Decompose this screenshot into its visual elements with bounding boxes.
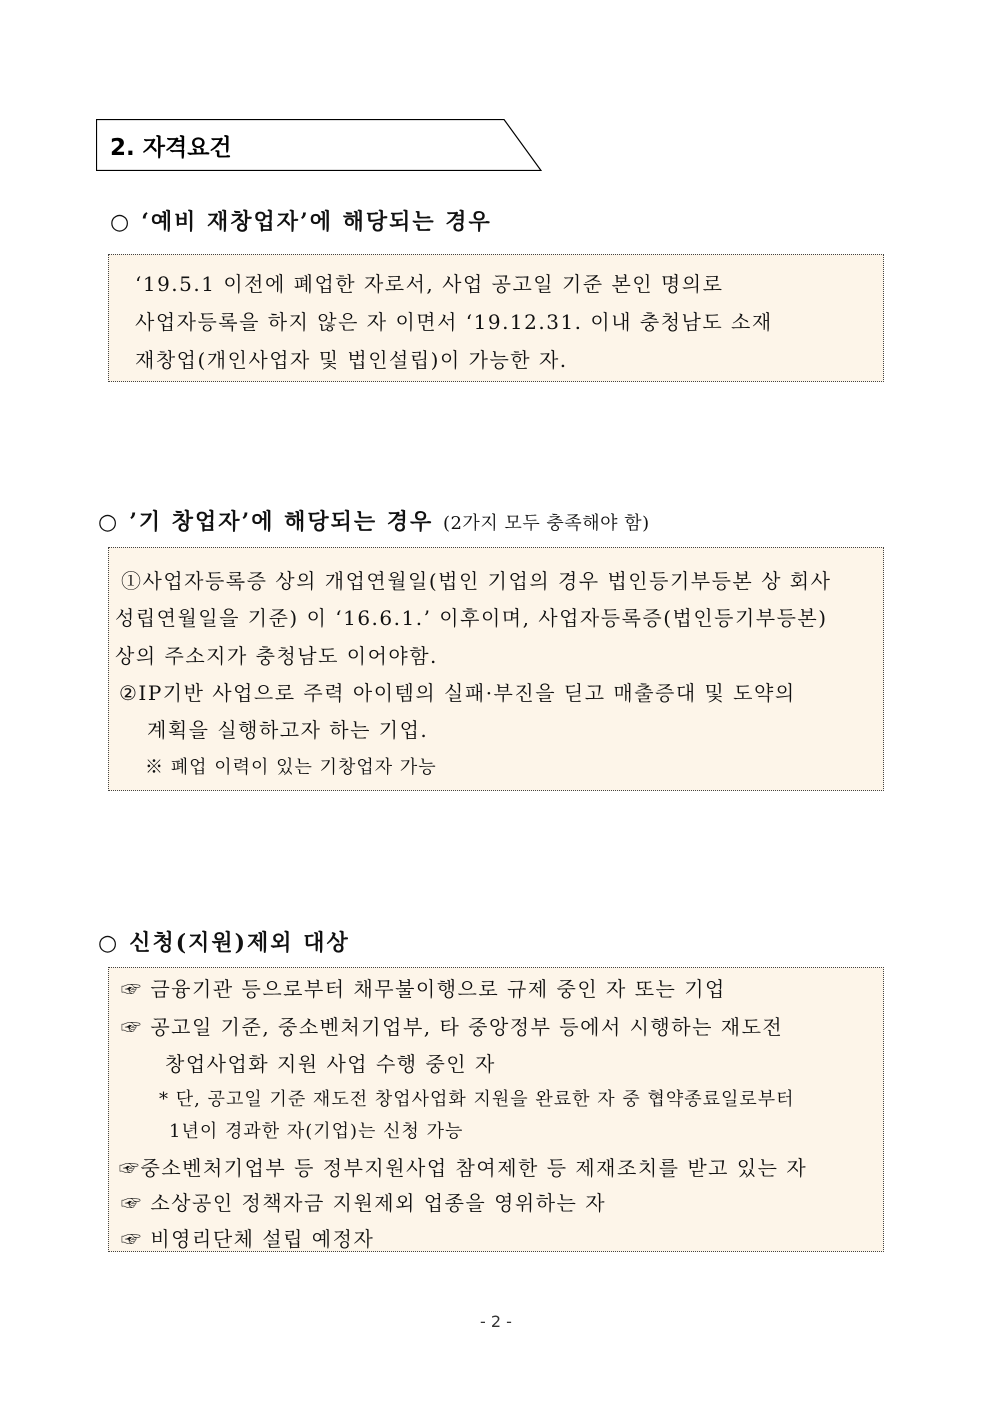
section-1-title-text: ‘예비 재창업자’에 해당되는 경우 bbox=[141, 209, 492, 235]
section-2-line-1: ①사업자등록증 상의 개업연월일(법인 기업의 경우 법인등기부등본 상 회사 bbox=[121, 569, 832, 593]
section-2-box bbox=[108, 547, 884, 791]
section-2-line-2: 성립연월일을 기준) 이 ‘16.6.1.’ 이후이며, 사업자등록증(법인등기부등본) bbox=[115, 606, 828, 630]
section-3-line-3: 창업사업화 지원 사업 수행 중인 자 bbox=[165, 1052, 496, 1076]
page-number: - 2 - bbox=[480, 1312, 512, 1331]
section-3-line-6: ☞중소벤처기업부 등 정부지원사업 참여제한 등 제재조치를 받고 있는 자 bbox=[119, 1156, 808, 1180]
section-1-line-1: ‘19.5.1 이전에 폐업한 자로서, 사업 공고일 기준 본인 명의로 bbox=[135, 272, 724, 296]
section-2-line-4: ②IP기반 사업으로 주력 아이템의 실패·부진을 딛고 매출증대 및 도약의 bbox=[119, 681, 796, 705]
heading-title bbox=[110, 129, 232, 162]
section-1-title bbox=[110, 205, 492, 236]
section-2-title bbox=[98, 505, 650, 536]
section-3-title-text: 신청(지원)제외 대상 bbox=[129, 930, 350, 956]
section-2-line-5: 계획을 실행하고자 하는 기업. bbox=[147, 718, 429, 742]
section-2-line-6: ※ 폐업 이력이 있는 기창업자 가능 bbox=[145, 757, 437, 778]
section-3-box bbox=[108, 967, 884, 1252]
section-2-note: (2가지 모두 충족해야 함) bbox=[442, 513, 650, 534]
circle-bullet-icon: ○ bbox=[98, 510, 120, 535]
circle-bullet-icon: ○ bbox=[98, 931, 120, 956]
section-3-line-5: 1년이 경과한 자(기업)는 신청 가능 bbox=[169, 1121, 464, 1142]
section-1-line-3: 재창업(개인사업자 및 법인설립)이 가능한 자. bbox=[135, 348, 568, 372]
section-3-line-4: * 단, 공고일 기준 재도전 창업사업화 지원을 완료한 자 중 협약종료일로부터 bbox=[159, 1089, 795, 1110]
section-3-line-2: ☞ 공고일 기준, 중소벤처기업부, 타 중앙정부 등에서 시행하는 재도전 bbox=[121, 1015, 784, 1039]
heading-number: 2. bbox=[110, 135, 135, 161]
section-2-title-text: ’기 창업자’에 해당되는 경우 bbox=[129, 509, 434, 535]
section-3-line-8: ☞ 비영리단체 설립 예정자 bbox=[121, 1227, 375, 1251]
section-1-box bbox=[108, 254, 884, 382]
section-2-line-3: 상의 주소지가 충청남도 이어야함. bbox=[115, 644, 438, 668]
section-3-line-1: ☞ 금융기관 등으로부터 채무불이행으로 규제 중인 자 또는 기업 bbox=[121, 977, 726, 1001]
circle-bullet-icon: ○ bbox=[110, 210, 132, 235]
section-3-title bbox=[98, 926, 350, 957]
section-3-line-7: ☞ 소상공인 정책자금 지원제외 업종을 영위하는 자 bbox=[121, 1191, 607, 1215]
section-1-line-2: 사업자등록을 하지 않은 자 이면서 ‘19.12.31. 이내 충청남도 소재 bbox=[135, 310, 773, 334]
section-heading bbox=[96, 119, 542, 171]
heading-text: 자격요건 bbox=[142, 135, 232, 161]
